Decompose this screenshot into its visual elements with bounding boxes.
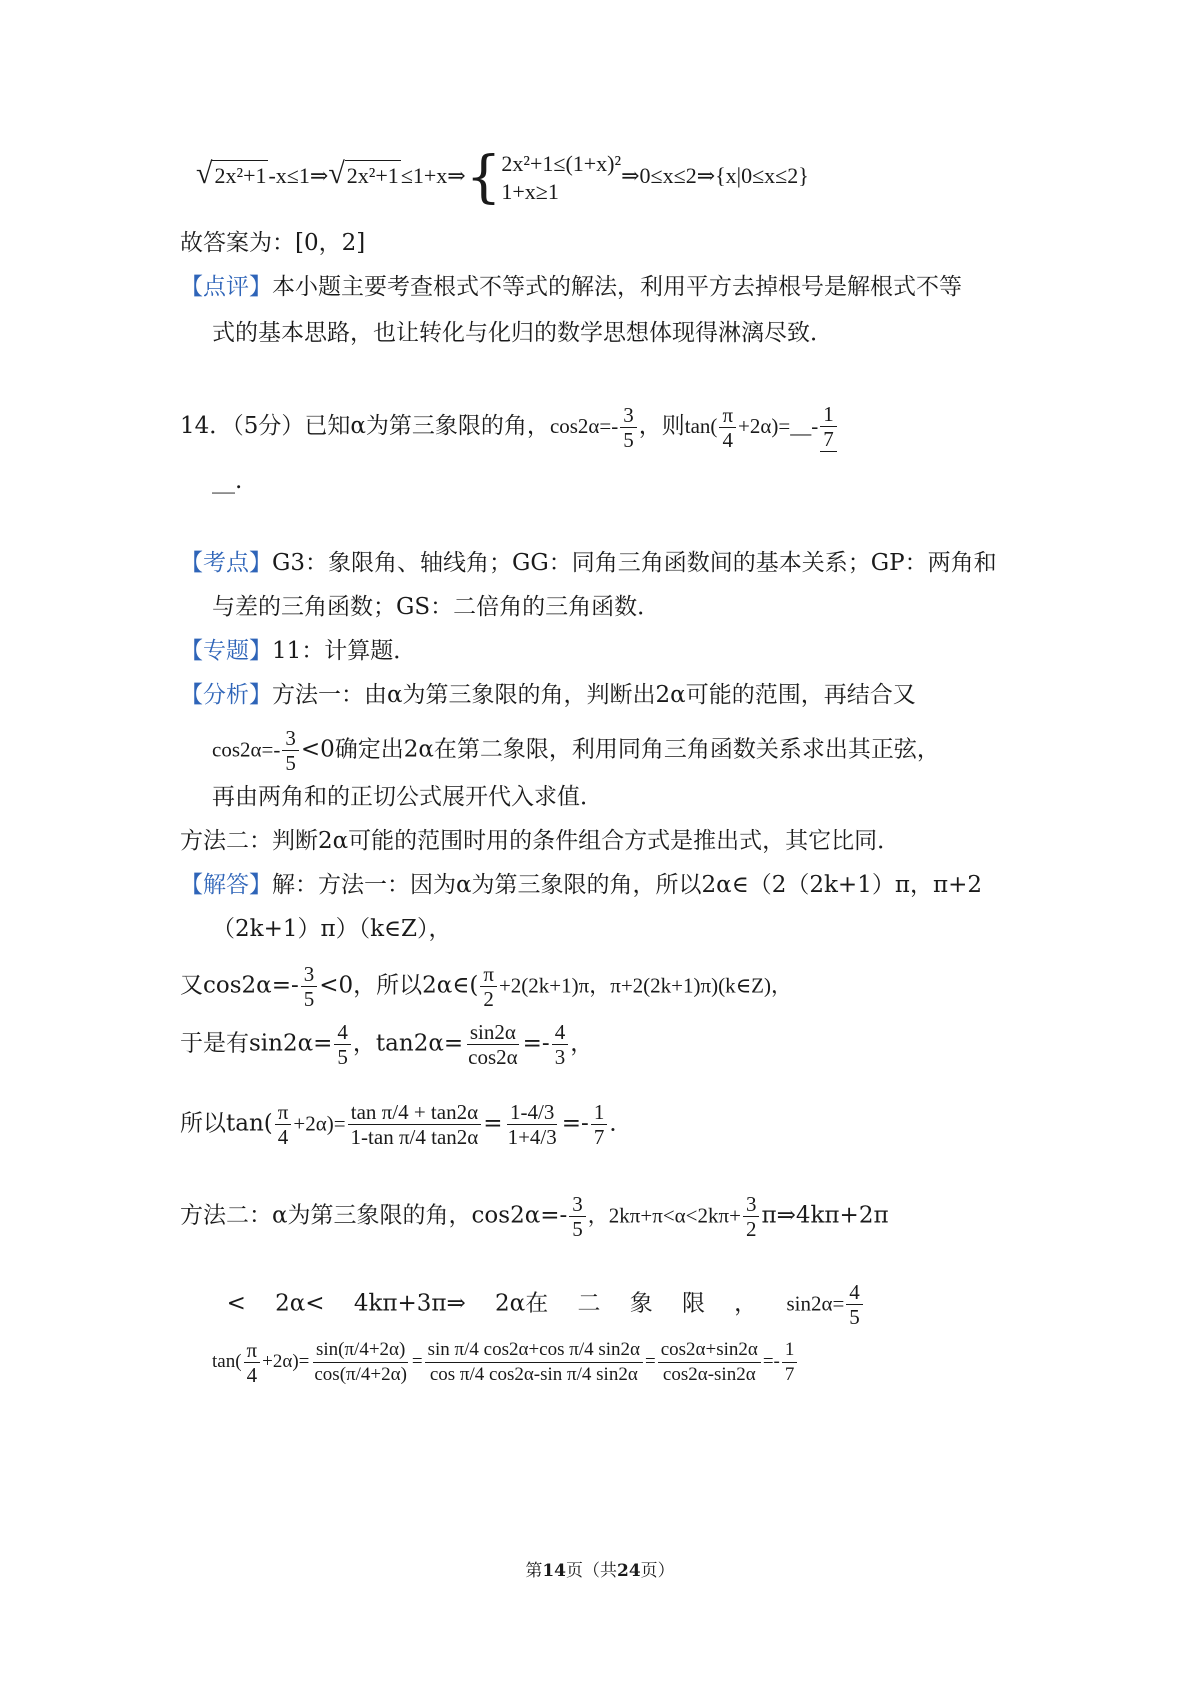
zhuanti-line: 【专题】11：计算题． <box>180 638 417 664</box>
kaodian-line-2: 与差的三角函数；GS：二倍角的三角函数． <box>212 594 661 620</box>
comment-tag: 【点评】 <box>180 274 272 300</box>
fenxi-line-3: 再由两角和的正切公式展开代入求值． <box>212 784 603 810</box>
fenxi-line-1: 【分析】方法一：由α为第三象限的角，判断出2α可能的范围，再结合又 <box>180 682 916 708</box>
jieda-line-4: 于是有sin2α= $\frac{4}{5}$ ，tan2α= $\frac{\sin 2\alpha}{\cos 2\alpha}$ =- $\frac{4}{3}$ ， <box>180 1020 594 1069</box>
frac-3-5: $\frac{3}{5}$ <box>282 726 299 775</box>
case-system: { 2x²+1≤(1+x)² 1+x≥1 <box>465 145 622 210</box>
problem-14-blank: __. <box>212 468 243 494</box>
fenxi-tag: 【分析】 <box>180 682 272 708</box>
method2-line-2: < 2α< 4kπ+3π⇒ 2α在 二 象 限 ， sin2α= $\frac{4}{5}$ <box>212 1250 865 1329</box>
problem-14: 14．（5分）已知α为第三象限的角，cos2α=- $\frac{3}{5}$ ，则tan( $\frac{\pi}{4}$ +2α)=__- $\frac{1}{7}$ <box>180 402 839 452</box>
method2-line-1: 方法二：α为第三象限的角，cos2α=- $\frac{3}{5}$ ，2kπ+π<α<2kπ+ $\frac{3}{2}$ π⇒4kπ+2π <box>180 1192 889 1241</box>
frac-3-5: $\frac{3}{5}$ <box>620 403 637 452</box>
zhuanti-tag: 【专题】 <box>180 638 272 664</box>
sqrt-2: 2x²+1 <box>345 160 401 191</box>
jieda-line-5: 所以tan( $\frac{\pi}{4}$ +2α)= $\frac{\text{tan π/4 + tan2α}}{\text{1-tan π/4 tan2α}}$ = $\frac{1-4/3}{1+4/3}$ =- $\frac{1}{7}$ ． <box>180 1100 633 1149</box>
equation-top: √2x²+1-x≤1⇒√2x²+1≤1+x⇒ { 2x²+1≤(1+x)² 1+x≥1 ⇒0≤x≤2⇒{x|0≤x≤2} <box>196 145 809 210</box>
frac-answer: $\frac{1}{7}$ <box>820 402 837 452</box>
fenxi-line-4: 方法二：判断2α可能的范围时用的条件组合方式是推出式，其它比同． <box>180 828 901 854</box>
method2-final: tan( $\frac{\pi}{4}$ +2α)= $\frac{\sin(\pi/4+2\alpha)}{\cos(\pi/4+2\alpha)}$ = $\frac{\text{sin π/4 cos2α+cos π/4 sin2α}}{\text{cos π/4 cos2α-sin π/4 sin2α}}$ = $\frac{\cos 2\alpha+\sin 2\alpha}{\cos 2\alpha-\sin 2\alpha}$ =- $\frac{1}{7}$ <box>212 1338 799 1387</box>
jieda-tag: 【解答】 <box>180 872 272 898</box>
sqrt-1: 2x²+1 <box>212 160 268 191</box>
fenxi-line-2: cos2α=- $\frac{3}{5}$ <0确定出2α在第二象限，利用同角三角函数关系求出其正弦， <box>212 726 940 775</box>
page-footer: 第14页（共24页） <box>525 1561 675 1581</box>
kaodian-tag: 【考点】 <box>180 550 272 576</box>
jieda-line-3: 又cos2α=- $\frac{3}{5}$ <0，所以2α∈( $\frac{\pi}{2}$ +2(2k+1)π，π+2(2k+1)π)(k∈Z)， <box>180 962 792 1011</box>
frac-pi-4: $\frac{\pi}{4}$ <box>719 403 736 452</box>
jieda-line-2: （2k+1）π）（k∈Z）， <box>212 916 452 942</box>
kaodian-line-1: 【考点】G3：象限角、轴线角；GG：同角三角函数间的基本关系；GP：两角和 <box>180 550 997 576</box>
jieda-line-1: 【解答】解：方法一：因为α为第三象限的角，所以2α∈（2（2k+1）π，π+2 <box>180 872 982 898</box>
comment-line-1: 【点评】本小题主要考查根式不等式的解法，利用平方去掉根号是解根式不等 <box>180 274 962 300</box>
comment-line-2: 式的基本思路，也让转化与化归的数学思想体现得淋漓尽致． <box>212 320 833 346</box>
answer-line: 故答案为：[0，2] <box>180 230 366 256</box>
